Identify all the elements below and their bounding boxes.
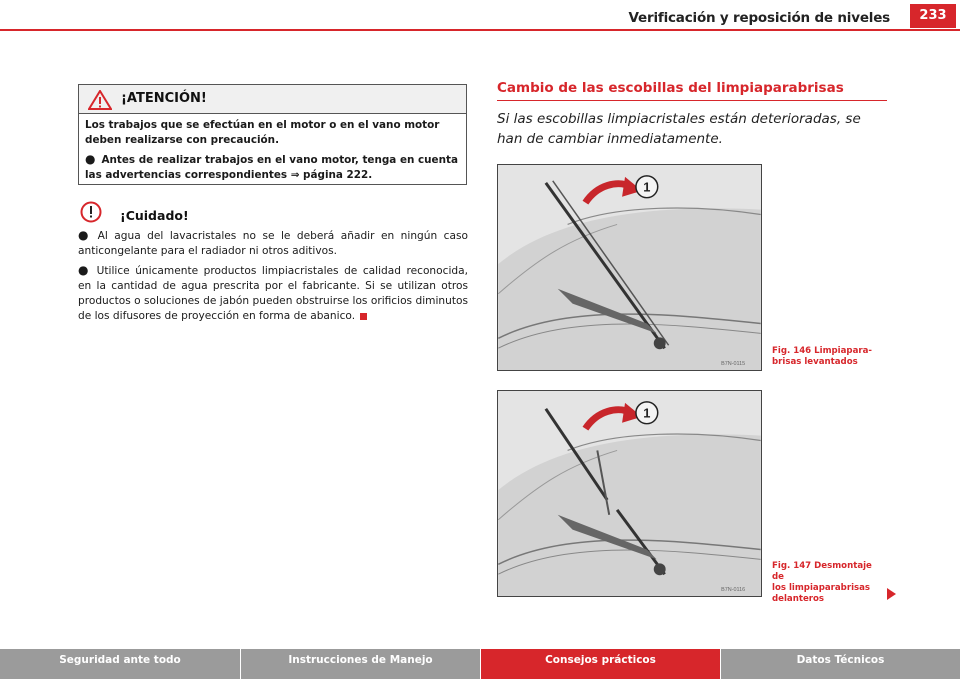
section-rule (497, 100, 887, 101)
figure-caption (772, 561, 882, 605)
page-header-title: Verificación y reposición de niveles (628, 10, 890, 26)
warning-title: ¡ATENCIÓN! (121, 91, 207, 106)
warning-header (79, 85, 466, 114)
figure-code: B7N-0116 (721, 587, 746, 594)
wiper-illustration (498, 165, 761, 370)
section-intro: Si las escobillas limpiacristales están deterioradas, se han de cambiar inmediatamente. (497, 111, 861, 147)
warning-triangle-icon (88, 90, 112, 110)
caution-exclamation-icon (80, 201, 102, 223)
caption-line: los limpiaparabrisas (772, 583, 871, 593)
warning-box (78, 84, 467, 185)
warning-bullet-text: Antes de realizar trabajos en el vano motor, tenga en cuenta las advertencias correspondientes ⇒ página 222. (85, 154, 458, 181)
caution-item (78, 263, 468, 324)
caution-item-text: Utilice únicamente productos limpiacristales de calidad reconocida, en la cantidad de agua prescrita por el fabricante. Si se utilizan otros productos o soluciones de jabón pueden obstruirse los orificios diminutos de los difusores de proyección en forma de abanico. (78, 265, 468, 322)
bullet-icon: ● (85, 152, 96, 166)
page-number: 233 (910, 4, 956, 28)
warning-bullet (85, 152, 458, 183)
caption-line: Fig. 147 Desmontaje de (772, 561, 872, 582)
header-rule (0, 29, 960, 31)
bullet-icon: ● (78, 228, 92, 242)
caption-line: delanteros (772, 594, 825, 604)
figure-wipers-raised (497, 164, 762, 371)
figure-caption (772, 346, 882, 368)
warning-paragraph: Los trabajos que se efectúan en el motor o en el vano motor deben realizarse con precaución. (85, 119, 440, 146)
caution-item-text: Al agua del lavacristales no se le deberá añadir en ningún caso anticongelante para el radiador ni otros aditivos. (78, 230, 468, 257)
figure-code: B7N-0115 (721, 361, 746, 368)
tab-consejos[interactable]: Consejos prácticos (480, 649, 720, 679)
figure-wipers-removal (497, 390, 762, 597)
caption-line: Fig. 146 Limpiapara- (772, 346, 872, 356)
figure-marker: 1 (643, 405, 651, 421)
caption-line: brisas levantados (772, 357, 858, 367)
section-title: Cambio de las escobillas del limpiaparabrisas (497, 80, 844, 96)
figure-marker: 1 (643, 179, 651, 195)
wiper-illustration (498, 391, 761, 596)
caution-title: ¡Cuidado! (120, 208, 189, 223)
caution-body (78, 228, 468, 328)
next-page-arrow-icon[interactable] (887, 588, 896, 600)
caution-item (78, 228, 468, 259)
tab-datos-tecnicos[interactable]: Datos Técnicos (720, 649, 960, 679)
tab-instrucciones[interactable]: Instrucciones de Manejo (240, 649, 480, 679)
section-end-marker (360, 313, 367, 320)
tab-seguridad[interactable]: Seguridad ante todo (0, 649, 240, 679)
footer-nav (0, 649, 960, 679)
bullet-icon: ● (78, 263, 91, 277)
warning-body (79, 114, 466, 183)
